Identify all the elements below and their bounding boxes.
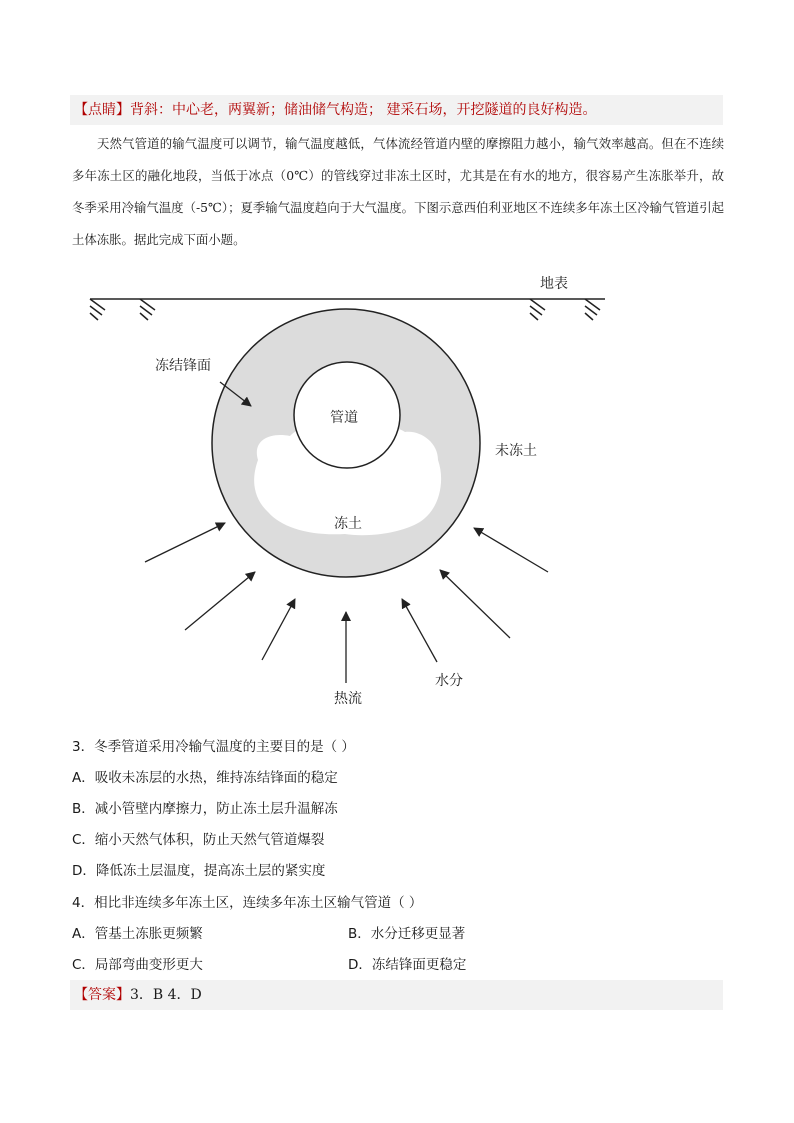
heat-flow-arrow-1 bbox=[145, 523, 225, 562]
heat-flow-arrow-2 bbox=[185, 572, 255, 630]
moisture-arrow-3 bbox=[474, 528, 548, 572]
q4-option-d: D．冻结锋面更稳定 bbox=[348, 957, 467, 973]
q3-option-a: A．吸收未冻层的水热，维持冻结锋面的稳定 bbox=[72, 770, 338, 786]
answer-band bbox=[70, 980, 723, 1010]
pipe-label: 管道 bbox=[330, 410, 358, 426]
moisture-arrow-2 bbox=[440, 570, 510, 638]
surface-label: 地表 bbox=[540, 276, 568, 292]
unfrozen-label: 未冻土 bbox=[495, 443, 537, 459]
tip-text: 背斜：中心老，两翼新；储油储气构造； 建采石场，开挖隧道的良好构造。 bbox=[130, 102, 597, 118]
moisture-label: 水分 bbox=[435, 673, 463, 689]
answer-text: 3．B 4．D bbox=[130, 987, 202, 1003]
heat-flow-label: 热流 bbox=[334, 691, 362, 707]
freeze-front-label: 冻结锋面 bbox=[155, 358, 211, 374]
q4-option-c: C．局部弯曲变形更大 bbox=[72, 957, 203, 973]
tip-tag: 【点睛】 bbox=[74, 102, 130, 118]
q3-stem: 3．冬季管道采用冷输气温度的主要目的是（ ） bbox=[72, 739, 355, 755]
tip-band bbox=[70, 95, 723, 125]
q3-option-b: B．减小管壁内摩擦力，防止冻土层升温解冻 bbox=[72, 801, 338, 817]
q4-option-a: A．管基土冻胀更频繁 bbox=[72, 926, 203, 942]
q3-option-c: C．缩小天然气体积，防止天然气管道爆裂 bbox=[72, 832, 325, 848]
frozen-label: 冻土 bbox=[334, 516, 362, 532]
frozen-soil-diagram bbox=[0, 260, 794, 730]
q4-option-b: B．水分迁移更显著 bbox=[348, 926, 466, 942]
answer-tag: 【答案】 bbox=[74, 987, 130, 1003]
q4-stem: 4．相比非连续多年冻土区，连续多年冻土区输气管道（ ） bbox=[72, 895, 423, 911]
heat-flow-arrow-3 bbox=[262, 599, 295, 660]
passage-paragraph: 天然气管道的输气温度可以调节，输气温度越低，气体流经管道内壁的摩擦阻力越小，输气效率越高。但在不连续多年冻土区的融化地段，当低于冰点（0℃）的管线穿过非冻土区时，尤其是在有水的地方，很容易产生冻胀举升，故冬季采用冷输气温度（-5℃）；夏季输气温度趋向于大气温度。下图示意西伯利亚地区不连续多年冻土区冷输气管道引起土体冻胀。据此完成下面小题。 bbox=[72, 136, 724, 247]
q3-option-d: D．降低冻土层温度，提高冻土层的紧实度 bbox=[72, 863, 326, 879]
moisture-arrow-1 bbox=[402, 599, 437, 662]
